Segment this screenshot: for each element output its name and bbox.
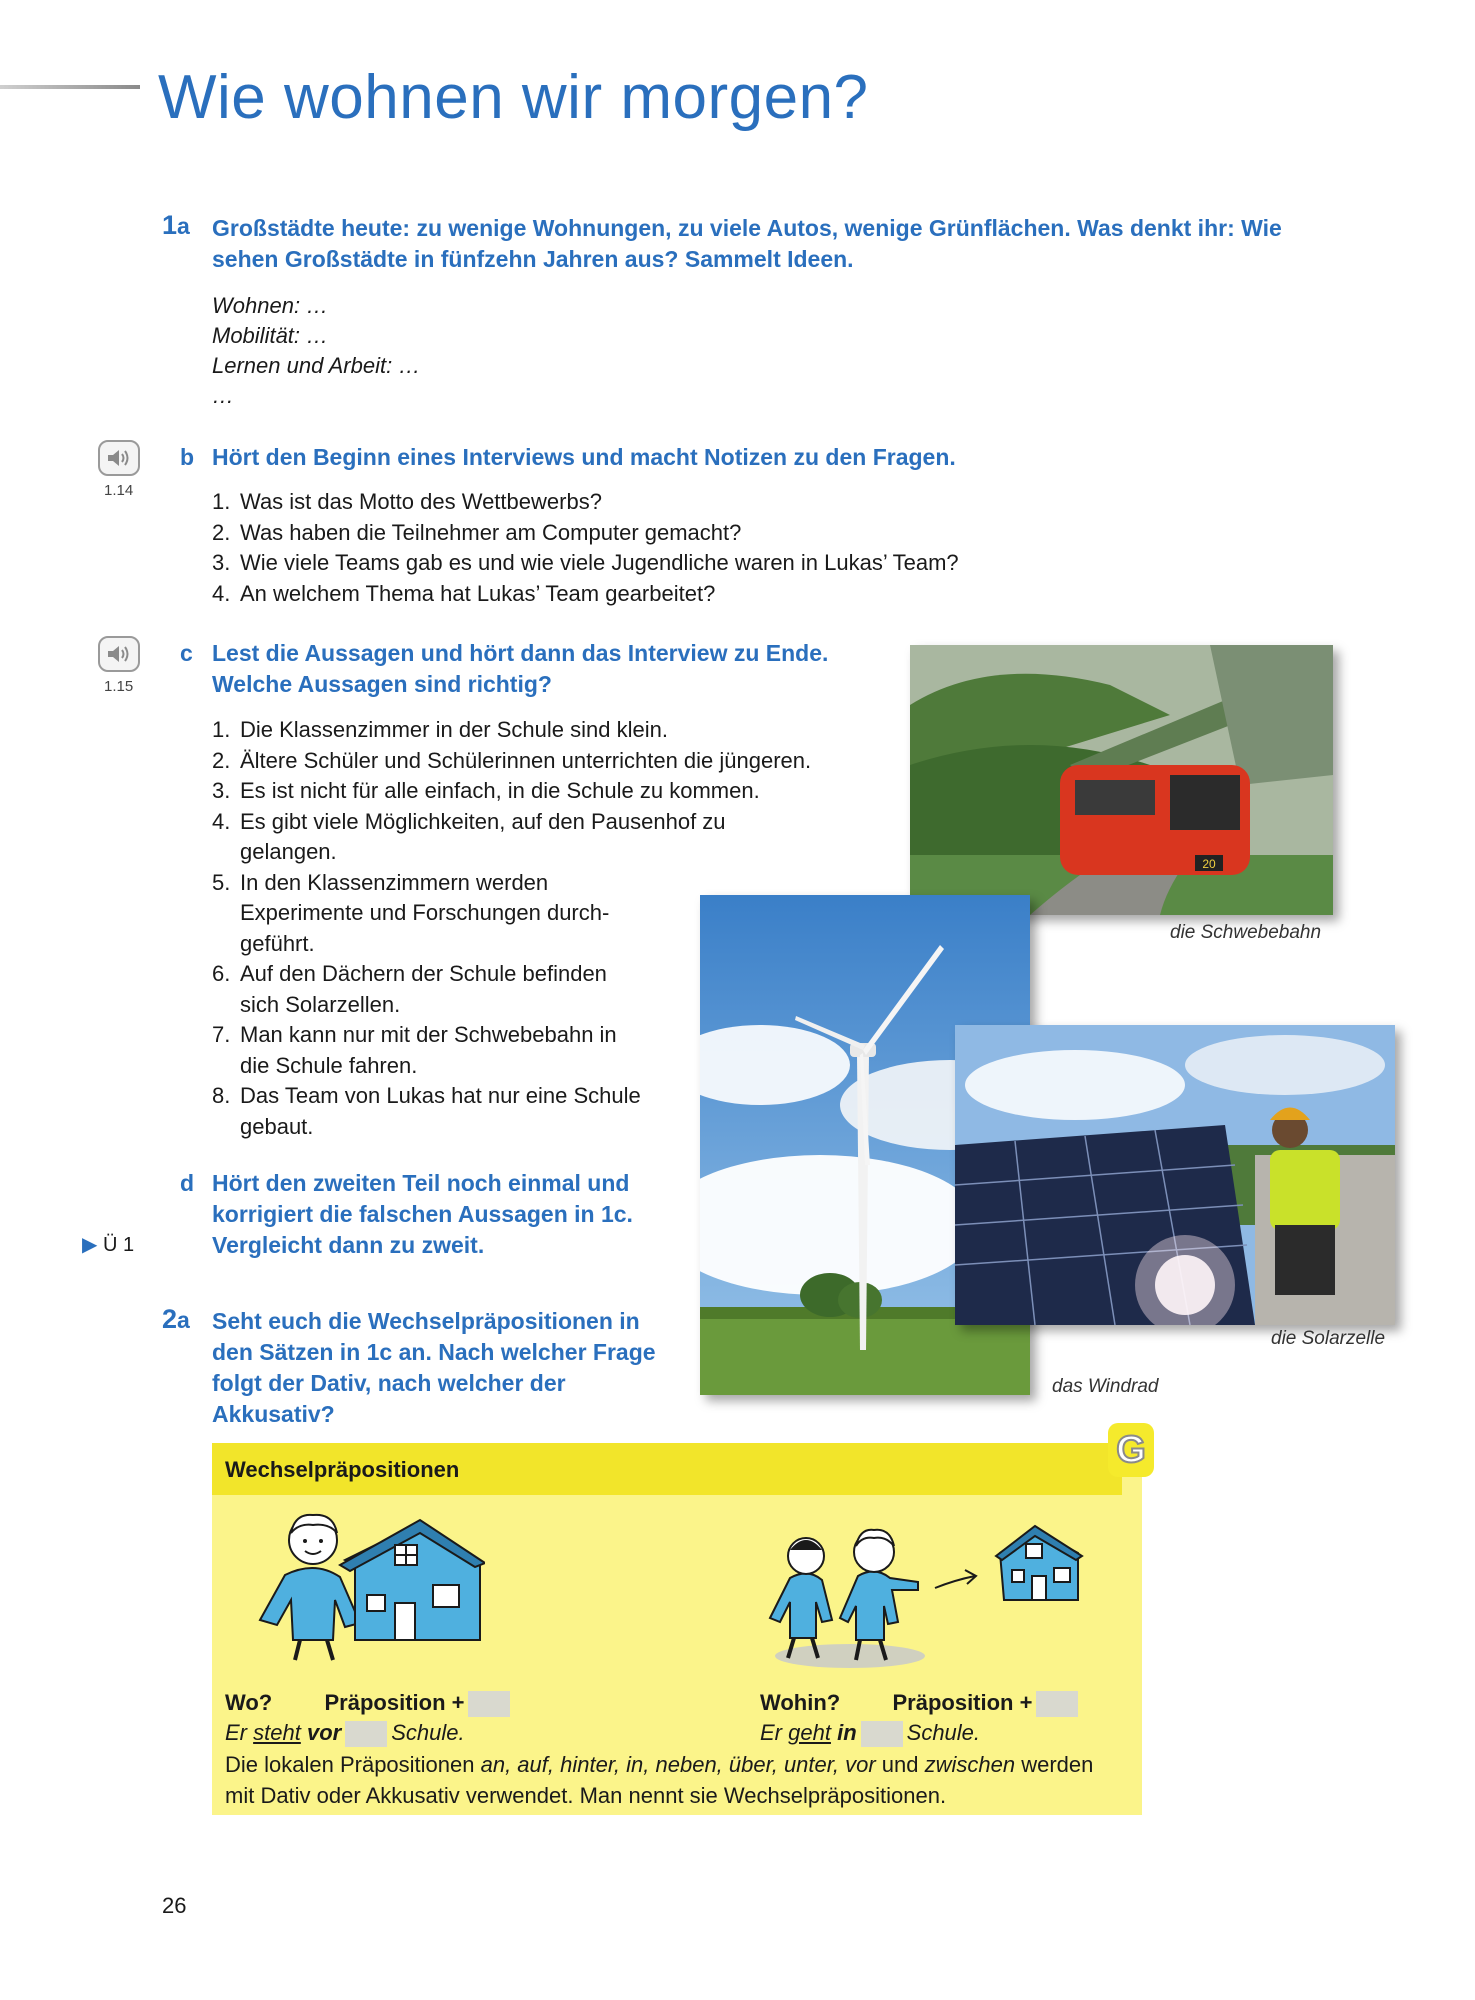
task-2a-line: Akkusativ? <box>212 1401 335 1427</box>
task-1b: Hört den Beginn eines Interviews und macht Notizen zu den Fragen. <box>212 444 956 470</box>
list-item: 2. Ältere Schüler und Schülerinnen unterrichten die jüngeren. <box>212 747 812 773</box>
ground-shadow <box>775 1644 925 1668</box>
photo-schwebebahn <box>910 645 1333 915</box>
task-1c-line1: Lest die Aussagen und hört dann das Interview zu Ende. <box>212 640 829 666</box>
audio-track-1-15: 1.15 <box>104 678 134 695</box>
wo-example <box>225 1720 465 1747</box>
exercise-number-2a: 2a <box>162 1304 190 1334</box>
list-item: 7. Man kann nur mit der Schwebebahn in die Schule fahren. <box>212 1022 617 1078</box>
questions-1b <box>212 487 959 609</box>
wo-example-subject: Er <box>225 1720 247 1745</box>
person-shape <box>840 1571 918 1640</box>
audio-1-15[interactable] <box>98 636 140 672</box>
idea-mobilitaet: Mobilität: … <box>212 323 329 348</box>
list-item: 8. Das Team von Lukas hat nur eine Schule gebaut. <box>212 1083 641 1139</box>
page-title: Wie wohnen wir morgen? <box>158 63 869 132</box>
blank-field[interactable] <box>345 1721 387 1747</box>
wo-question: Wo? <box>225 1690 273 1715</box>
task-1d <box>212 1168 633 1261</box>
wohin-example-preposition: in <box>837 1720 857 1745</box>
caption-solarzelle: die Solarzelle <box>1271 1328 1386 1349</box>
audio-track-1-14: 1.14 <box>104 482 134 499</box>
idea-lernen-arbeit: Lernen und Arbeit: … <box>212 353 421 378</box>
list-item: 1. Was ist das Motto des Wettbewerbs? <box>212 489 602 514</box>
person-shape <box>260 1568 360 1640</box>
wo-example-noun: Schule. <box>391 1720 465 1745</box>
illustration-wo <box>255 1505 485 1665</box>
wo-example-preposition: vor <box>306 1720 342 1745</box>
task-2a <box>212 1306 656 1430</box>
grammar-rule <box>225 1750 1130 1811</box>
list-item: 3. Wie viele Teams gab es und wie viele Jugendliche waren in Lukas’ Team? <box>212 550 959 575</box>
wohin-example <box>760 1720 980 1747</box>
wohin-example-noun: Schule. <box>906 1720 981 1745</box>
grammar-badge: G <box>1108 1423 1154 1477</box>
list-item: 2. Was haben die Teilnehmer am Computer gemacht? <box>212 519 742 545</box>
wo-preposition: Präposition + <box>324 1690 465 1715</box>
task-2a-line: Seht euch die Wechselpräpositionen in <box>212 1308 640 1334</box>
task-1c <box>212 638 828 700</box>
task-1a <box>212 213 1362 275</box>
exercise-letter-c: c <box>180 640 193 666</box>
list-item: 1. Die Klassenzimmer in der Schule sind klein. <box>212 717 668 742</box>
title-rule <box>0 85 140 89</box>
blank-field[interactable] <box>1036 1691 1078 1717</box>
arrow-right-icon <box>935 1570 976 1588</box>
ideas-list <box>212 291 420 411</box>
train-number: 20 <box>1202 857 1216 871</box>
exercise-letter-b: b <box>180 444 195 470</box>
exercise-number-1a: 1a <box>162 210 190 240</box>
page-number: 26 <box>162 1893 187 1918</box>
blank-field[interactable] <box>861 1721 903 1747</box>
list-item: 3. Es ist nicht für alle einfach, in die Schule zu kommen. <box>212 778 760 803</box>
grammar-box-title: Wechselpräpositionen <box>225 1457 460 1482</box>
audio-1-14[interactable] <box>98 440 140 476</box>
illustration-wohin <box>760 1518 1090 1668</box>
grammar-rule-line1: Die lokalen Präpositionen an, auf, hinter, in, neben, über, unter, vor und zwischen werden <box>225 1752 1094 1777</box>
wohin-preposition: Präposition + <box>892 1690 1033 1715</box>
wo-example-verb: steht <box>253 1720 301 1745</box>
triangle-right-icon: ▶ <box>82 1234 98 1256</box>
list-item: 5. In den Klassenzimmern werden Experimente und Forschungen durch- geführt. <box>212 869 610 956</box>
speaker-icon <box>106 643 132 665</box>
grammar-rule-line2: mit Dativ oder Akkusativ verwendet. Man nennt sie Wechselpräpositionen. <box>225 1782 947 1808</box>
task-1d-line: korrigiert die falschen Aussagen in 1c. <box>212 1201 633 1227</box>
wo-row <box>225 1690 514 1717</box>
task-1d-line: Vergleicht dann zu zweit. <box>212 1232 485 1258</box>
exercise-reference[interactable]: ▶ Ü 1 <box>82 1234 135 1256</box>
photo-solarzelle <box>955 1025 1395 1325</box>
wohin-example-verb: geht <box>788 1720 831 1745</box>
task-1c-line2: Welche Aussagen sind richtig? <box>212 671 552 697</box>
caption-schwebebahn: die Schwebebahn <box>1170 922 1322 943</box>
blank-field[interactable] <box>468 1691 510 1717</box>
task-1d-line: Hört den zweiten Teil noch einmal und <box>212 1170 630 1196</box>
wohin-question: Wohin? <box>760 1690 841 1715</box>
idea-more: … <box>212 383 234 408</box>
task-1a-line2: sehen Großstädte in fünfzehn Jahren aus? Sammelt Ideen. <box>212 246 854 272</box>
wohin-example-subject: Er <box>760 1720 782 1745</box>
caption-windrad: das Windrad <box>1052 1376 1159 1397</box>
idea-wohnen: Wohnen: … <box>212 293 329 318</box>
task-2a-line: folgt der Dativ, nach welcher der <box>212 1370 566 1396</box>
person-shape <box>770 1573 832 1638</box>
task-1a-line1: Großstädte heute: zu wenige Wohnungen, zu viele Autos, wenige Grünflächen. Was denkt ihr: Wie <box>212 215 1282 241</box>
task-2a-line: den Sätzen in 1c an. Nach welcher Frage <box>212 1339 656 1365</box>
wohin-row <box>760 1690 1082 1717</box>
exercise-letter-d: d <box>180 1170 195 1196</box>
list-item: 6. Auf den Dächern der Schule befinden sich Solarzellen. <box>212 961 607 1017</box>
speaker-icon <box>106 447 132 469</box>
list-item: 4. Es gibt viele Möglichkeiten, auf den Pausenhof zu gelangen. <box>212 808 726 864</box>
list-item: 4. An welchem Thema hat Lukas’ Team gearbeitet? <box>212 580 716 606</box>
